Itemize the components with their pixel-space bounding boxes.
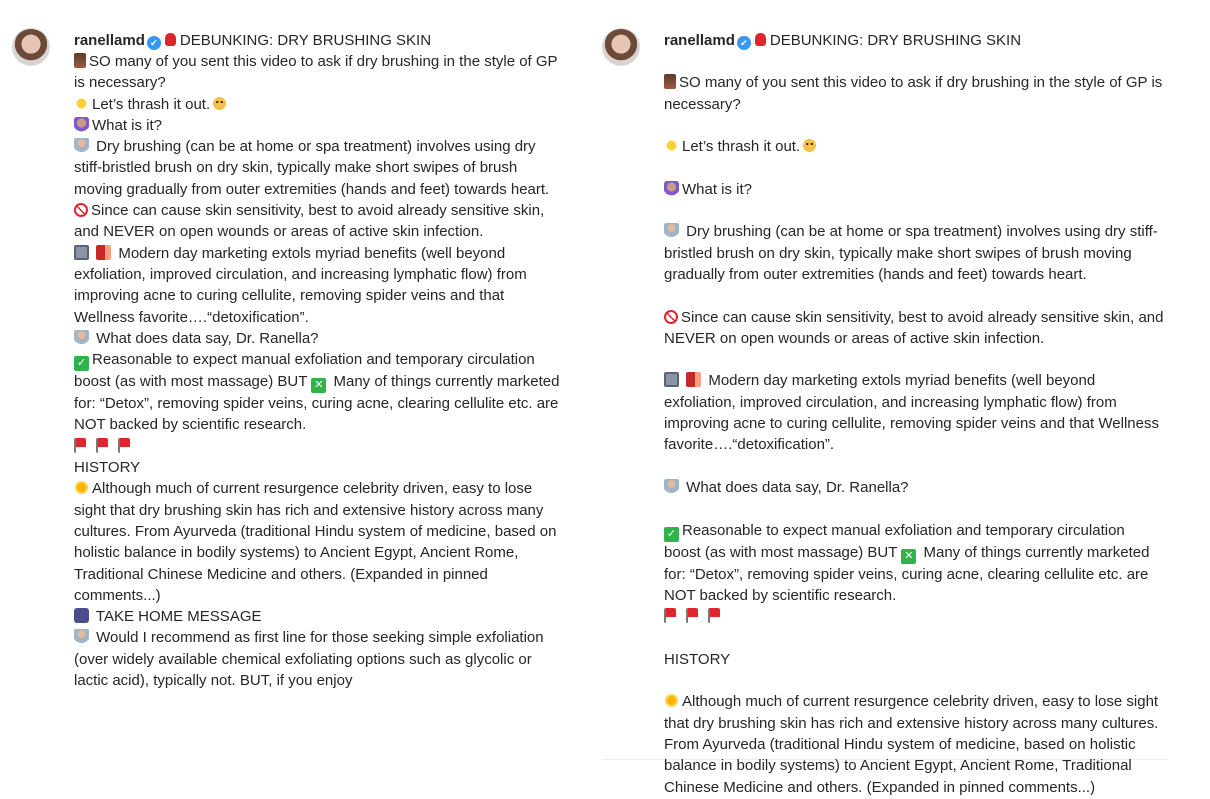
sun-icon	[664, 693, 679, 708]
red-flag-icon	[96, 438, 108, 453]
post-header	[664, 30, 1164, 51]
sparkles-icon	[74, 96, 89, 111]
woman-tipping-hand-icon	[664, 181, 679, 196]
doctor-icon	[664, 479, 679, 494]
username-link[interactable]: ranellamd	[664, 32, 735, 49]
megaphone-icon	[96, 245, 111, 260]
flags-row	[74, 436, 564, 457]
caption-paragraph: Dry brushing (can be at home or spa treatment) involves using dry stiff-bristled brush on dry skin, typically make short swipes of brush moving gradually from outer extremities (hands and feet) towards heart.	[74, 138, 550, 198]
history-heading: HISTORY	[664, 650, 731, 668]
caption-paragraph: Let’s thrash it out.	[74, 94, 564, 115]
boxing-glove-icon	[755, 33, 766, 46]
prohibited-icon	[74, 203, 88, 217]
doctor-icon	[74, 138, 89, 153]
caption-paragraph: Since can cause skin sensitivity, best to avoid already sensitive skin, and NEVER on open wounds or areas of active skin infection.	[74, 202, 545, 241]
flags-row	[664, 606, 1164, 627]
caption-paragraph: TAKE HOME MESSAGE	[74, 606, 564, 627]
caption-paragraph: What does data say, Dr. Ranella?	[74, 328, 564, 349]
winking-face-icon	[212, 96, 227, 111]
winking-face-icon	[802, 138, 817, 153]
check-mark-icon: ✓	[74, 356, 89, 371]
red-flag-icon	[664, 608, 676, 623]
caption-paragraph: What does data say, Dr. Ranella?	[664, 477, 1164, 498]
doctor-icon	[74, 330, 89, 345]
caption-paragraph: Let’s thrash it out.	[664, 136, 1164, 157]
doctor-icon	[74, 629, 89, 644]
caption-paragraph: What is it?	[664, 179, 1164, 200]
post-title: DEBUNKING: DRY BRUSHING SKIN	[769, 32, 1022, 49]
television-icon	[664, 372, 679, 387]
cross-mark-icon: ✕	[311, 378, 326, 393]
red-flag-icon	[708, 608, 720, 623]
caption-spaced-view	[602, 22, 1168, 796]
post-title: DEBUNKING: DRY BRUSHING SKIN	[179, 32, 432, 49]
history-heading: HISTORY	[74, 459, 141, 477]
movie-camera-icon	[74, 608, 89, 623]
sparkles-icon	[664, 138, 679, 153]
check-mark-icon: ✓	[664, 527, 679, 542]
phone-icon	[74, 53, 86, 68]
caption-paragraph: Modern day marketing extols myriad benefits (well beyond exfoliation, improved circulation, and increasing lymphatic flow) from improving acne to curing cellulite, removing spider veins and that Wellness favorite….“detoxification”.	[74, 244, 527, 326]
caption-paragraph: SO many of you sent this video to ask if dry brushing in the style of GP is necessary?	[664, 74, 1163, 113]
red-flag-icon	[118, 438, 130, 453]
doctor-icon	[664, 223, 679, 238]
caption-paragraph: Although much of current resurgence celebrity driven, easy to lose sight that dry brushing skin has rich and extensive history across many cultures. From Ayurveda (traditional Hindu system of medicine, based on holistic balance in bodily systems) to Ancient Egypt, Ancient Rome, Traditional Chinese Medicine and others. (Expanded in pinned comments...)	[74, 480, 557, 604]
red-flag-icon	[686, 608, 698, 623]
caption-paragraph: Dry brushing (can be at home or spa treatment) involves using dry stiff-bristled brush on dry skin, typically make short swipes of brush moving gradually from outer extremities (hands and feet) towards heart.	[664, 223, 1158, 283]
caption-compact-view	[12, 22, 572, 762]
caption-paragraph: Modern day marketing extols myriad benefits (well beyond exfoliation, improved circulation, and increasing lymphatic flow) from improving acne to curing cellulite, removing spider veins and that Wellness favorite….“detoxification”.	[664, 372, 1159, 454]
caption-paragraph: ✓ Reasonable to expect manual exfoliation and temporary circulation boost (as with most massage) BUT ✕ Many of things currently marketed for: “Detox”, removing spider veins, curing acne, clearing cellulite etc. are NOT backed by scientific research.	[74, 351, 560, 434]
avatar[interactable]	[602, 28, 640, 66]
red-flag-icon	[74, 438, 86, 453]
caption-paragraph: Would I recommend as first line for those seeking simple exfoliation (over widely available chemical exfoliating options such as glycolic or lactic acid), typically not. BUT, if you enjoy	[74, 629, 544, 690]
username-link[interactable]: ranellamd	[74, 32, 145, 49]
post-header	[74, 30, 564, 51]
prohibited-icon	[664, 310, 678, 324]
sun-icon	[74, 480, 89, 495]
phone-icon	[664, 74, 676, 89]
caption-paragraph: ✓ Reasonable to expect manual exfoliation and temporary circulation boost (as with most massage) BUT ✕ Many of things currently marketed for: “Detox”, removing spider veins, curing acne, clearing cellulite etc. are NOT backed by scientific research.	[664, 521, 1150, 604]
caption-paragraph: SO many of you sent this video to ask if dry brushing in the style of GP is necessary?	[74, 53, 558, 92]
caption-body	[664, 30, 1164, 798]
verified-badge-icon: ✔	[737, 36, 751, 50]
verified-badge-icon: ✔	[147, 36, 161, 50]
television-icon	[74, 245, 89, 260]
caption-paragraph: Although much of current resurgence celebrity driven, easy to lose sight that dry brushing skin has rich and extensive history across many cultures. From Ayurveda (traditional Hindu system of medicine, based on holistic balance in bodily systems) to Ancient Egypt, Ancient Rome, Traditional Chinese Medicine and others. (Expanded in pinned comments...)	[664, 693, 1159, 796]
caption-paragraph: What is it?	[74, 115, 564, 136]
boxing-glove-icon	[165, 33, 176, 46]
avatar[interactable]	[12, 28, 50, 66]
woman-tipping-hand-icon	[74, 117, 89, 132]
caption-paragraph: Since can cause skin sensitivity, best to avoid already sensitive skin, and NEVER on open wounds or areas of active skin infection.	[664, 308, 1164, 347]
caption-body	[74, 30, 564, 691]
megaphone-icon	[686, 372, 701, 387]
cross-mark-icon: ✕	[901, 549, 916, 564]
